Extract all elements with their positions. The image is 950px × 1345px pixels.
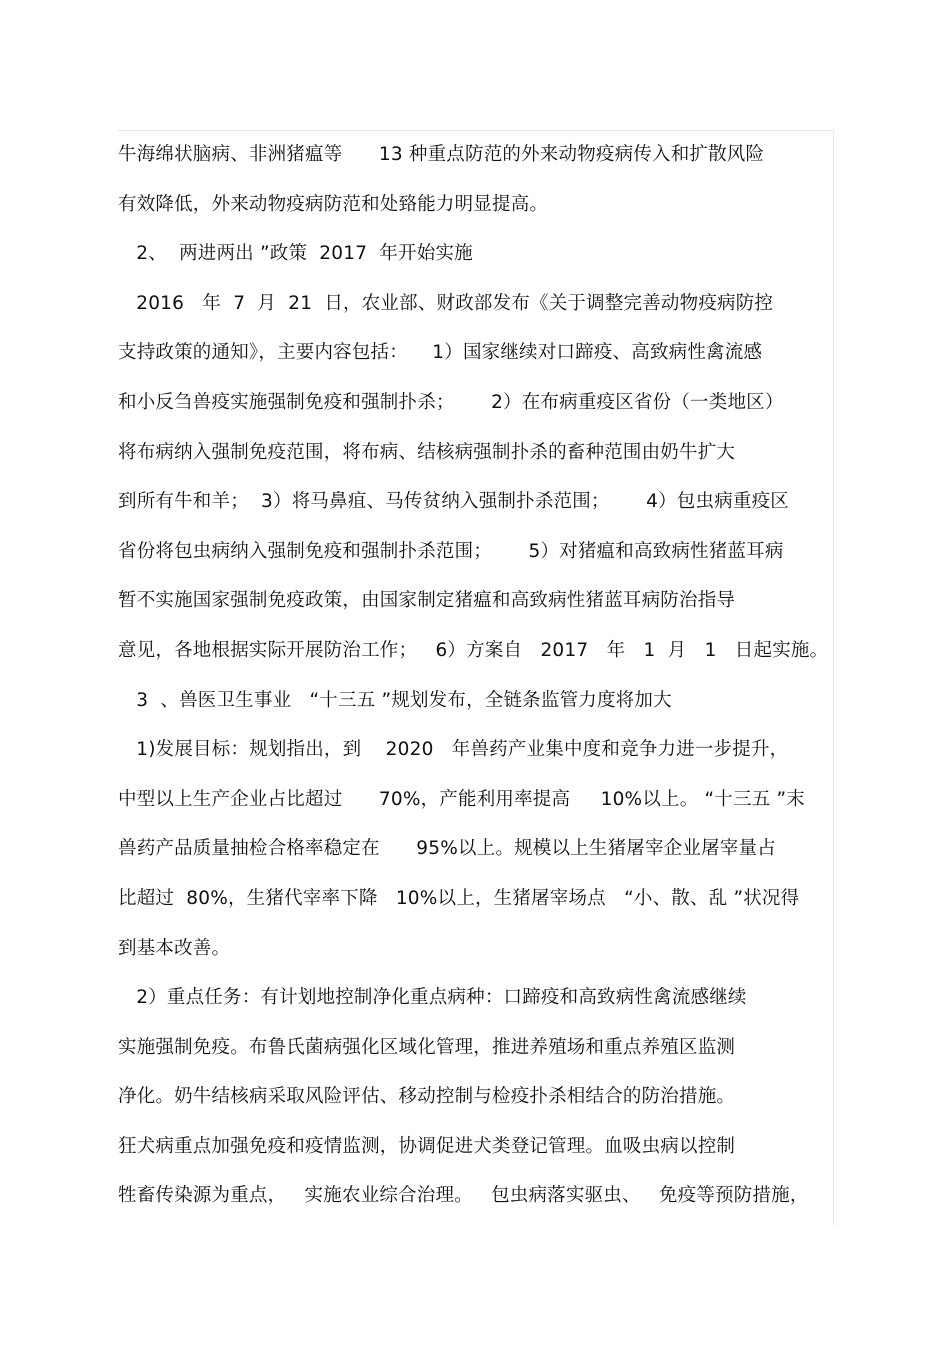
text-line: 比超过 80%，生猪代宰率下降 10%以上，生猪屠宰场点 “小、散、乱 ”状况得 <box>118 887 800 909</box>
text-line: 到所有牛和羊； 3）将马鼻疽、马传贫纳入强制扑杀范围； 4）包虫病重疫区 <box>118 491 789 513</box>
text-line: 省份将包虫病纳入强制免疫和强制扑杀范围； 5）对猪瘟和高致病性猪蓝耳病 <box>118 540 784 562</box>
text-line: 2）重点任务：有计划地控制净化重点病种：口蹄疫和高致病性禽流感继续 <box>118 987 747 1009</box>
text-line: 1)发展目标：规划指出，到 2020 年兽药产业集中度和竞争力进一步提升， <box>118 739 789 761</box>
text-line: 支持政策的通知》，主要内容包括： 1）国家继续对口蹄疫、高致病性禽流感 <box>118 342 763 364</box>
document-body <box>118 140 838 1231</box>
page-top-border <box>118 130 834 131</box>
text-line: 和小反刍兽疫实施强制免疫和强制扑杀； 2）在布病重疫区省份（一类地区） <box>118 391 784 413</box>
text-line: 到基本改善。 <box>118 937 231 959</box>
text-line: 狂犬病重点加强免疫和疫情监测，协调促进犬类登记管理。血吸虫病以控制 <box>118 1135 736 1157</box>
text-line: 牛海绵状脑病、非洲猪瘟等 13 种重点防范的外来动物疫病传入和扩散风险 <box>118 144 765 165</box>
section-heading: 2、 两进两出 ”政策 2017 年开始实施 <box>118 243 473 265</box>
text-line: 2016 年 7 月 21 日，农业部、财政部发布《关于调整完善动物疫病防控 <box>118 292 774 314</box>
text-line: 意见，各地根据实际开展防治工作； 6）方案自 2017 年 1 月 1 日起实施。 <box>118 639 829 661</box>
text-line: 实施强制免疫。布鲁氏菌病强化区域化管理，推进养殖场和重点养殖区监测 <box>118 1036 736 1058</box>
text-line: 暂不实施国家强制免疫政策，由国家制定猪瘟和高致病性猪蓝耳病防治指导 <box>118 590 736 612</box>
text-line: 牲畜传染源为重点， 实施农业综合治理。 包虫病落实驱虫、 免疫等预防措施， <box>118 1185 809 1207</box>
text-line: 有效降低，外来动物疫病防范和处臵能力明显提高。 <box>118 193 549 215</box>
text-line: 将布病纳入强制免疫范围，将布病、结核病强制扑杀的畜种范围由奶牛扩大 <box>118 441 736 463</box>
text-line: 中型以上生产企业占比超过 70%，产能利用率提高 10%以上。 “十三五 ”末 <box>118 788 805 810</box>
section-heading: 3 、兽医卫生事业 “十三五 ”规划发布，全链条监管力度将加大 <box>118 689 672 711</box>
text-line: 兽药产品质量抽检合格率稳定在 95%以上。规模以上生猪屠宰企业屠宰量占 <box>118 838 776 860</box>
text-line: 净化。奶牛结核病采取风险评估、移动控制与检疫扑杀相结合的防治措施。 <box>118 1086 736 1108</box>
